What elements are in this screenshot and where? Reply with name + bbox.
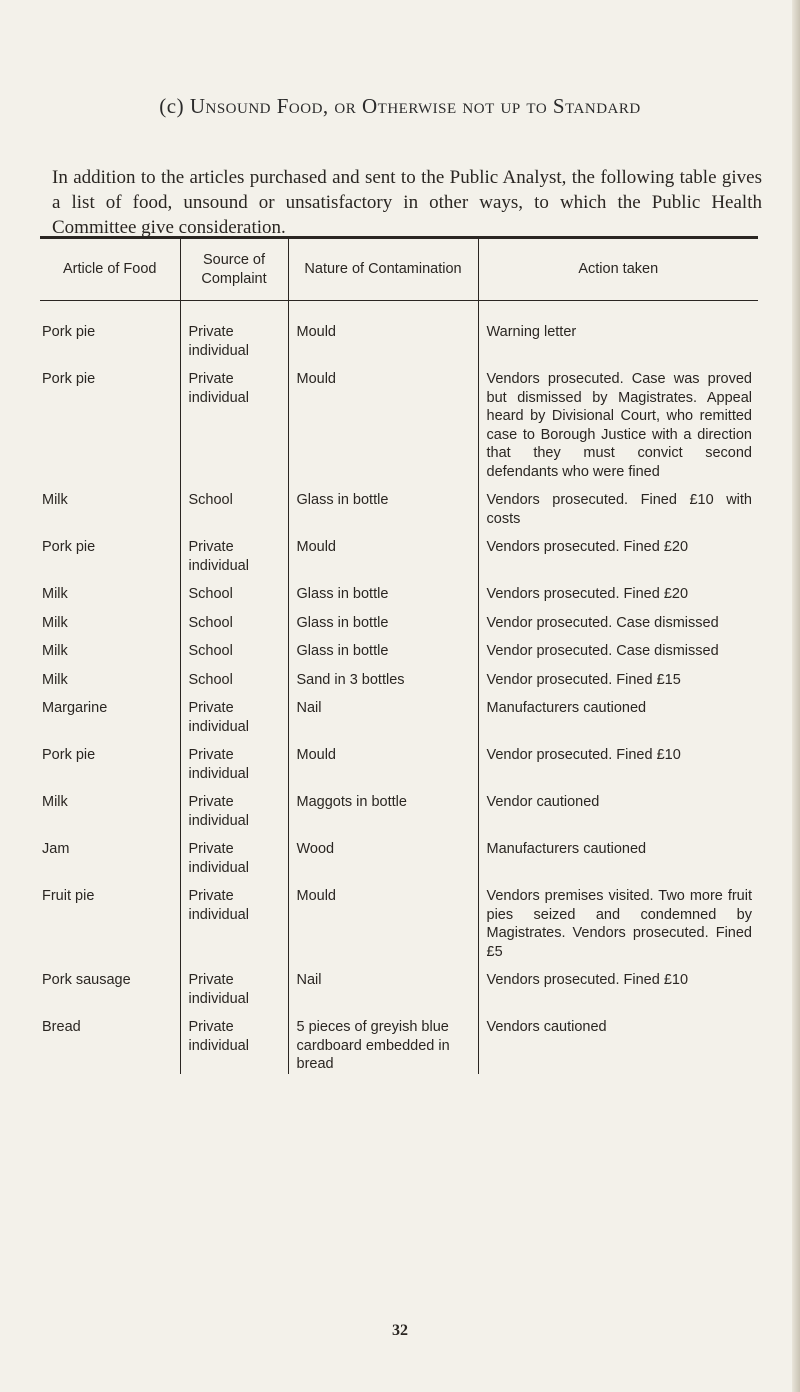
page-number: 32 [392,1322,408,1339]
cell-source: School [180,661,288,690]
cell-article: Milk [42,586,68,602]
unsound-food-table [40,236,758,1074]
cell-article: Pork pie [42,371,96,387]
cell-action: Vendors cautioned [478,1008,758,1074]
cell-action: Vendor prosecuted. Case dismissed [478,632,758,661]
table-row [40,360,758,481]
table-row [40,575,758,604]
cell-nature: Nail [288,689,478,736]
cell-source: Private individual [180,877,288,961]
cell-action: Manufacturers cautioned [478,689,758,736]
cell-nature: Mould [288,301,478,361]
cell-nature: Nail [288,961,478,1008]
cell-action: Vendor cautioned [478,783,758,830]
cell-source: Private individual [180,689,288,736]
cell-nature: Glass in bottle [288,481,478,528]
cell-article: Milk [42,794,68,810]
cell-source: Private individual [180,360,288,481]
cell-nature: Mould [288,528,478,575]
cell-action: Vendor prosecuted. Fined £15 [478,661,758,690]
header-source: Source of Complaint [180,238,288,301]
cell-article: Fruit pie [42,888,95,904]
cell-nature: Mould [288,877,478,961]
cell-article: Milk [42,643,68,659]
table-row [40,1008,758,1074]
cell-action: Vendors premises visited. Two more fruit pies seized and condemned by Magistrates. Vendors prosecuted. Fined £5 [478,877,758,961]
cell-source: Private individual [180,830,288,877]
cell-source: Private individual [180,961,288,1008]
table-row [40,877,758,961]
cell-action: Vendors prosecuted. Fined £10 [478,961,758,1008]
table-row [40,632,758,661]
table-row [40,604,758,633]
header-action: Action taken [478,238,758,301]
cell-action: Vendors prosecuted. Case was proved but dismissed by Magistrates. Appeal heard by Divisional Court, who remitted case to Borough Justice with a direction that they must convict second defendants who were fined [478,360,758,481]
cell-action: Manufacturers cautioned [478,830,758,877]
cell-action: Vendors prosecuted. Fined £10 with costs [478,481,758,528]
cell-nature: Wood [288,830,478,877]
cell-action: Vendors prosecuted. Fined £20 [478,528,758,575]
cell-article: Milk [42,614,68,631]
cell-article: Milk [42,492,68,508]
cell-action: Vendors prosecuted. Fined £20 [478,575,758,604]
cell-article: Pork pie [42,324,96,340]
cell-source: School [180,604,288,633]
header-article: Article of Food [40,238,180,301]
table-row [40,661,758,690]
intro-paragraph: In addition to the articles purchased and sent to the Public Analyst, the following table gives a list of food, unsound or unsatisfactory in other ways, to which the Public Health Committee give consideration. [52,167,762,238]
cell-nature: Mould [288,360,478,481]
table-header-row [40,238,758,301]
cell-source: Private individual [180,783,288,830]
cell-action: Vendor prosecuted. Fined £10 [478,736,758,783]
table-row [40,783,758,830]
cell-article: Margarine [42,700,108,716]
cell-source: Private individual [180,736,288,783]
cell-source: Private individual [180,1008,288,1074]
cell-nature: Glass in bottle [288,632,478,661]
cell-article: Milk [42,671,68,688]
cell-source: School [180,481,288,528]
table-row [40,528,758,575]
cell-nature: 5 pieces of greyish blue cardboard embedded in bread [288,1008,478,1074]
section-prefix: (c) [159,94,190,118]
table-row [40,961,758,1008]
section-title: Unsound Food, or Otherwise not up to Standard [189,94,641,118]
cell-source: Private individual [180,301,288,361]
table-row [40,301,758,361]
cell-source: Private individual [180,528,288,575]
cell-action: Vendor prosecuted. Case dismissed [478,604,758,633]
table-row [40,830,758,877]
cell-action: Warning letter [478,301,758,361]
cell-nature: Glass in bottle [288,575,478,604]
cell-nature: Glass in bottle [288,604,478,633]
cell-article: Jam [42,841,70,857]
cell-nature: Sand in 3 bottles [288,661,478,690]
cell-article: Pork sausage [42,972,131,988]
table-row [40,689,758,736]
cell-nature: Maggots in bottle [288,783,478,830]
table-row [40,736,758,783]
cell-source: School [180,575,288,604]
table-row [40,481,758,528]
cell-article: Pork pie [42,747,96,763]
cell-article: Pork pie [42,539,96,555]
header-nature: Nature of Contamination [288,238,478,301]
cell-article: Bread [42,1019,81,1035]
cell-source: School [180,632,288,661]
cell-nature: Mould [288,736,478,783]
section-heading [0,94,800,119]
page-edge [792,0,800,1392]
